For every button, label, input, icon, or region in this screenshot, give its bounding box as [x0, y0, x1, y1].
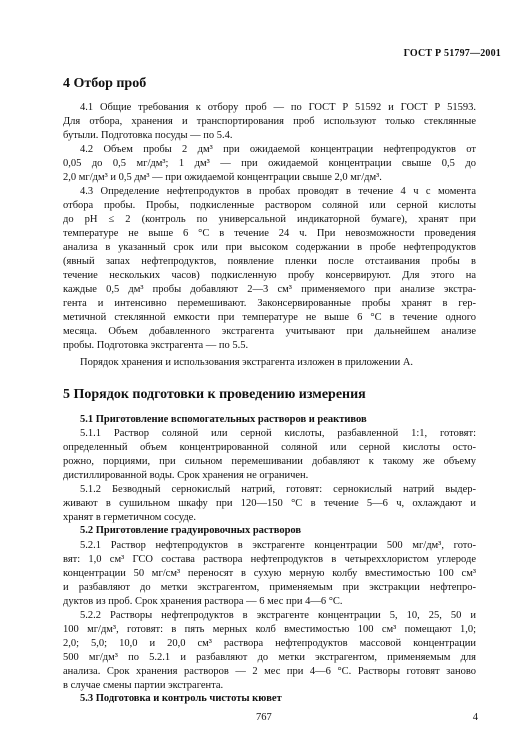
text-line: 100 мг/дм³, готовят: в пять мерных колб вместимостью 100 см³ помещают 1,0; [63, 624, 476, 635]
subsection-5-3-heading: 5.3 Подготовка и контроль чистоты кювет [80, 693, 282, 704]
subsection-5-1-heading: 5.1 Приготовление вспомогательных растворов и реактивов [80, 414, 367, 425]
paragraph-4-1 [63, 101, 476, 143]
text-line: 4.1 Общие требования к отбору проб — по ГОСТ Р 51592 и ГОСТ Р 51593. [80, 102, 476, 113]
text-line: 4.3 Определение нефтепродуктов в пробах проводят в течение 4 ч с момента [80, 186, 476, 197]
paragraph-5-2-1 [63, 539, 476, 609]
text-line: в случае смены партии экстрагента. [63, 680, 224, 691]
paragraph-5-1-1 [63, 427, 476, 483]
text-line: хранят в герметичном сосуде. [63, 512, 196, 523]
text-line: 500 мг/дм³ по 5.2.1 и разбавляют до метки экстрагентом, применяемым для [63, 652, 476, 663]
text-line: Порядок хранения и использования экстрагента изложен в приложении А. [80, 357, 414, 368]
text-line: гента и интенсивно перемешивают. Законсервированные пробы хранят в гер- [63, 298, 476, 309]
document-header: ГОСТ Р 51797—2001 [403, 48, 501, 59]
section-4-heading: 4 Отбор проб [63, 76, 147, 91]
text-line: (явный запах нефтепродуктов, появление пленки после отстаивания пробы в [63, 256, 476, 267]
text-line: 4.2 Объем пробы 2 дм³ при ожидаемой концентрации нефтепродуктов от [80, 144, 476, 155]
section-5-heading: 5 Порядок подготовки к проведению измерения [63, 387, 366, 402]
text-line: пробы. Подготовка экстрагента — по 5.5. [63, 340, 249, 351]
text-line: отбора пробы. Пробы, подкисленные раствором соляной или серной кислоты [63, 200, 476, 211]
text-line: течение нескольких часов) подкисленную пробу консервируют. Для этого на [63, 270, 476, 281]
text-line: метичной стеклянной емкости при температуре не выше 6 °С в течение одного [63, 312, 476, 323]
sheet-number: 4 [472, 712, 478, 723]
text-line: 5.1.1 Раствор соляной или серной кислоты, разбавленной 1:1, готовят: [80, 428, 476, 439]
text-line: и разбавляют до метки экстрагентом, применяемым при экстракции нефтепро- [63, 582, 476, 593]
text-line: 5.1.2 Безводный сернокислый натрий, готовят: сернокислый натрий выдер- [80, 484, 476, 495]
text-line: определенный объем концентрированной соляной или серной кислоты осто- [63, 442, 476, 453]
text-line: 2,0 мг/дм³ и 0,5 дм³ — при ожидаемой концентрации свыше 2,0 мг/дм³. [63, 172, 382, 183]
text-line: 5.2.1 Раствор нефтепродуктов в экстрагенте концентрации 500 мг/дм³, гото- [80, 540, 476, 551]
text-line: месяца. Объем добавленного экстрагента учитывают при дальнейшем анализе [63, 326, 476, 337]
text-line: рожно, порциями, при сильном перемешивании добавляют к такому же объему [63, 456, 476, 467]
text-line: вят: 1,0 см³ ГСО состава раствора нефтепродуктов в четыреххлористом углероде [63, 554, 476, 565]
text-line: до рН ≤ 2 (контроль по универсальной индикаторной бумаге), хранят при [63, 214, 476, 225]
text-line: Для отбора, хранения и транспортирования проб используют только стеклянные [63, 116, 476, 127]
paragraph-4-3 [63, 185, 476, 353]
page-number: 767 [256, 712, 272, 723]
text-line: живают в сушильном шкафу при 120—150 °С в течение 5—6 ч, охлаждают и [63, 498, 476, 509]
text-line: бутыли. Подготовка посуды — по 5.4. [63, 130, 233, 141]
paragraph-storage [63, 356, 476, 370]
paragraph-4-2 [63, 143, 476, 185]
text-line: анализа в указанный срок или при высоком содержании в пробе нефтепродуктов [63, 242, 476, 253]
text-line: 0,05 до 0,5 мг/дм³; 1 дм³ — при ожидаемой концентрации свыше 0,5 до [63, 158, 476, 169]
paragraph-5-2-2 [63, 609, 476, 693]
text-line: концентрации 50 мг/см³ переносят в сухую мерную колбу вместимостью 100 см³ [63, 568, 476, 579]
text-line: дуктов из проб. Срок хранения раствора — 6 мес при 4—6 °С. [63, 596, 343, 607]
text-line: анализа. Срок хранения растворов — 2 мес при 4—6 °С. Растворы готовят заново [63, 666, 476, 677]
text-line: каждые 0,5 дм³ пробы добавляют 2—3 см³ применяемого при анализе экстра- [63, 284, 476, 295]
text-line: 5.2.2 Растворы нефтепродуктов в экстрагенте концентрации 5, 10, 25, 50 и [80, 610, 476, 621]
subsection-5-2-heading: 5.2 Приготовление градуировочных растворов [80, 525, 302, 536]
text-line: 2,0; 5,0; 10,0 и 20,0 см³ раствора нефтепродуктов массовой концентрации [63, 638, 476, 649]
paragraph-5-1-2 [63, 483, 476, 525]
text-line: дистиллированной воды. Срок хранения не ограничен. [63, 470, 309, 481]
text-line: температуре не выше 6 °С в течение 24 ч. При невозможности проведения [63, 228, 476, 239]
